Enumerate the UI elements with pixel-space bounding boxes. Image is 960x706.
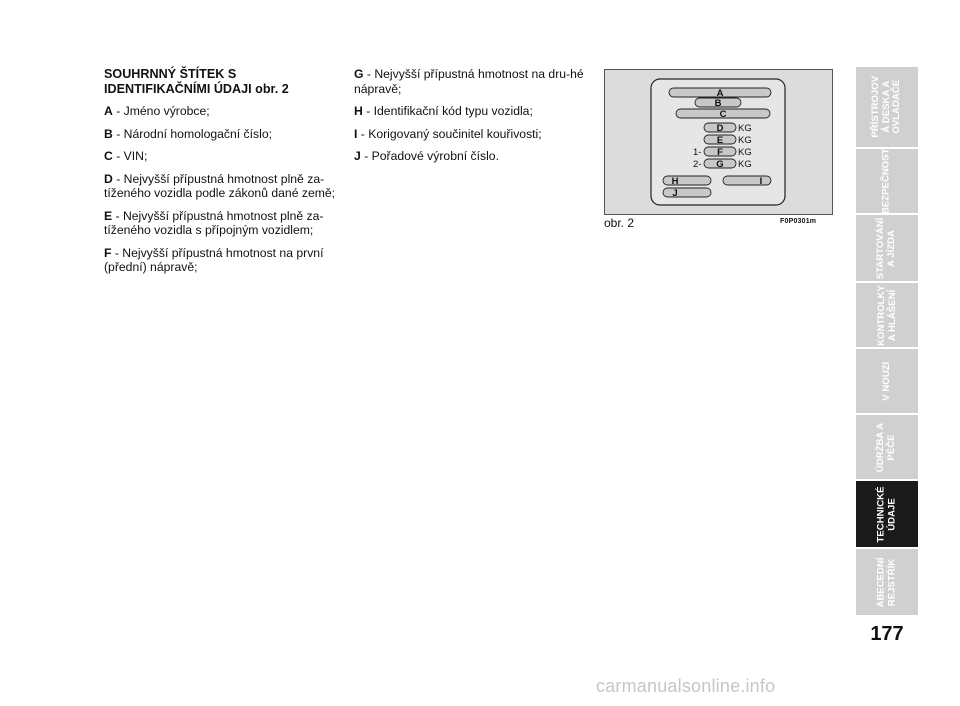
tab-label: ABECEDNÍ REJSTŘÍK (875, 556, 897, 608)
list-item: H - Identifikační kód typu vozidla; (354, 104, 533, 118)
watermark: carmanualsonline.info (596, 676, 776, 696)
tab-label: BEZPEČNOST (880, 148, 892, 214)
list-item: I - Korigovaný součinitel kouřivosti; (354, 126, 542, 141)
tab-kontrolky[interactable] (856, 283, 918, 347)
tab-label: STARTOVÁNÍ A JÍZDA (875, 217, 897, 279)
text-column-middle (354, 67, 586, 172)
axle-1-label: 1- (693, 147, 702, 158)
tab-technicke-udaje[interactable] (856, 481, 918, 547)
label-i: I (759, 176, 763, 187)
unit-kg: KG (738, 123, 752, 134)
label-h: H (671, 176, 679, 187)
list-item: E - Nejvyšší přípustná hmotnost plně za-tíženého vozidla s přípojným vozidlem; (104, 208, 324, 237)
unit-kg: KG (738, 135, 752, 146)
tab-label: PŘÍSTROJOV Á DESKA A OVLADAČE (870, 76, 903, 138)
axle-2-label: 2- (693, 159, 702, 170)
list-item: G - Nejvyšší přípustná hmotnost na dru-hé nápravě; (354, 67, 584, 96)
label-g: G (716, 159, 724, 170)
figure-caption: obr. 2 (604, 216, 635, 230)
label-a: A (716, 88, 724, 99)
tab-label: ÚDRŽBA A PÉČE (875, 422, 897, 472)
tab-label: V NOUZI (880, 361, 892, 401)
tab-pristrojova-deska[interactable] (856, 67, 918, 147)
list-item: J - Pořadové výrobní číslo. (354, 149, 499, 163)
page-number: 177 (870, 623, 904, 645)
label-f: F (717, 147, 723, 158)
field-i (723, 176, 771, 185)
tab-bezpecnost[interactable] (856, 149, 918, 213)
tab-label: KONTROLKY A HLÁŠENÍ (875, 284, 897, 346)
list-item: B - Národní homologační číslo; (104, 126, 273, 141)
unit-kg: KG (738, 147, 752, 158)
plate-diagram (605, 70, 832, 214)
field-h (663, 176, 711, 185)
label-e: E (716, 135, 724, 146)
list-item: C - VIN; (104, 149, 148, 163)
list-item: F - Nejvyšší přípustná hmotnost na první (přední) nápravě; (104, 245, 324, 274)
tab-v-nouzi[interactable] (856, 349, 918, 413)
label-b: B (714, 98, 722, 109)
label-j: J (672, 188, 678, 199)
text-column-left (104, 67, 340, 283)
tab-abecedni-rejstrik[interactable] (856, 549, 918, 615)
tab-startovani[interactable] (856, 215, 918, 281)
figure-code: F0P0301m (780, 218, 817, 225)
field-j (663, 188, 711, 197)
unit-kg: KG (738, 159, 752, 170)
identification-plate-figure (604, 69, 833, 215)
section-heading: SOUHRNNÝ ŠTÍTEK S IDENTIFIKAČNÍMI ÚDAJI obr. 2 (104, 67, 289, 96)
label-c: C (719, 109, 727, 120)
tab-label: TECHNICKÉ ÚDAJE (875, 486, 897, 542)
tab-udrzba[interactable] (856, 415, 918, 479)
list-item: D - Nejvyšší přípustná hmotnost plně za-tíženého vozidla podle zákonů dané země; (104, 171, 336, 200)
label-d: D (716, 123, 724, 134)
list-item: A - Jméno výrobce; (104, 104, 210, 118)
